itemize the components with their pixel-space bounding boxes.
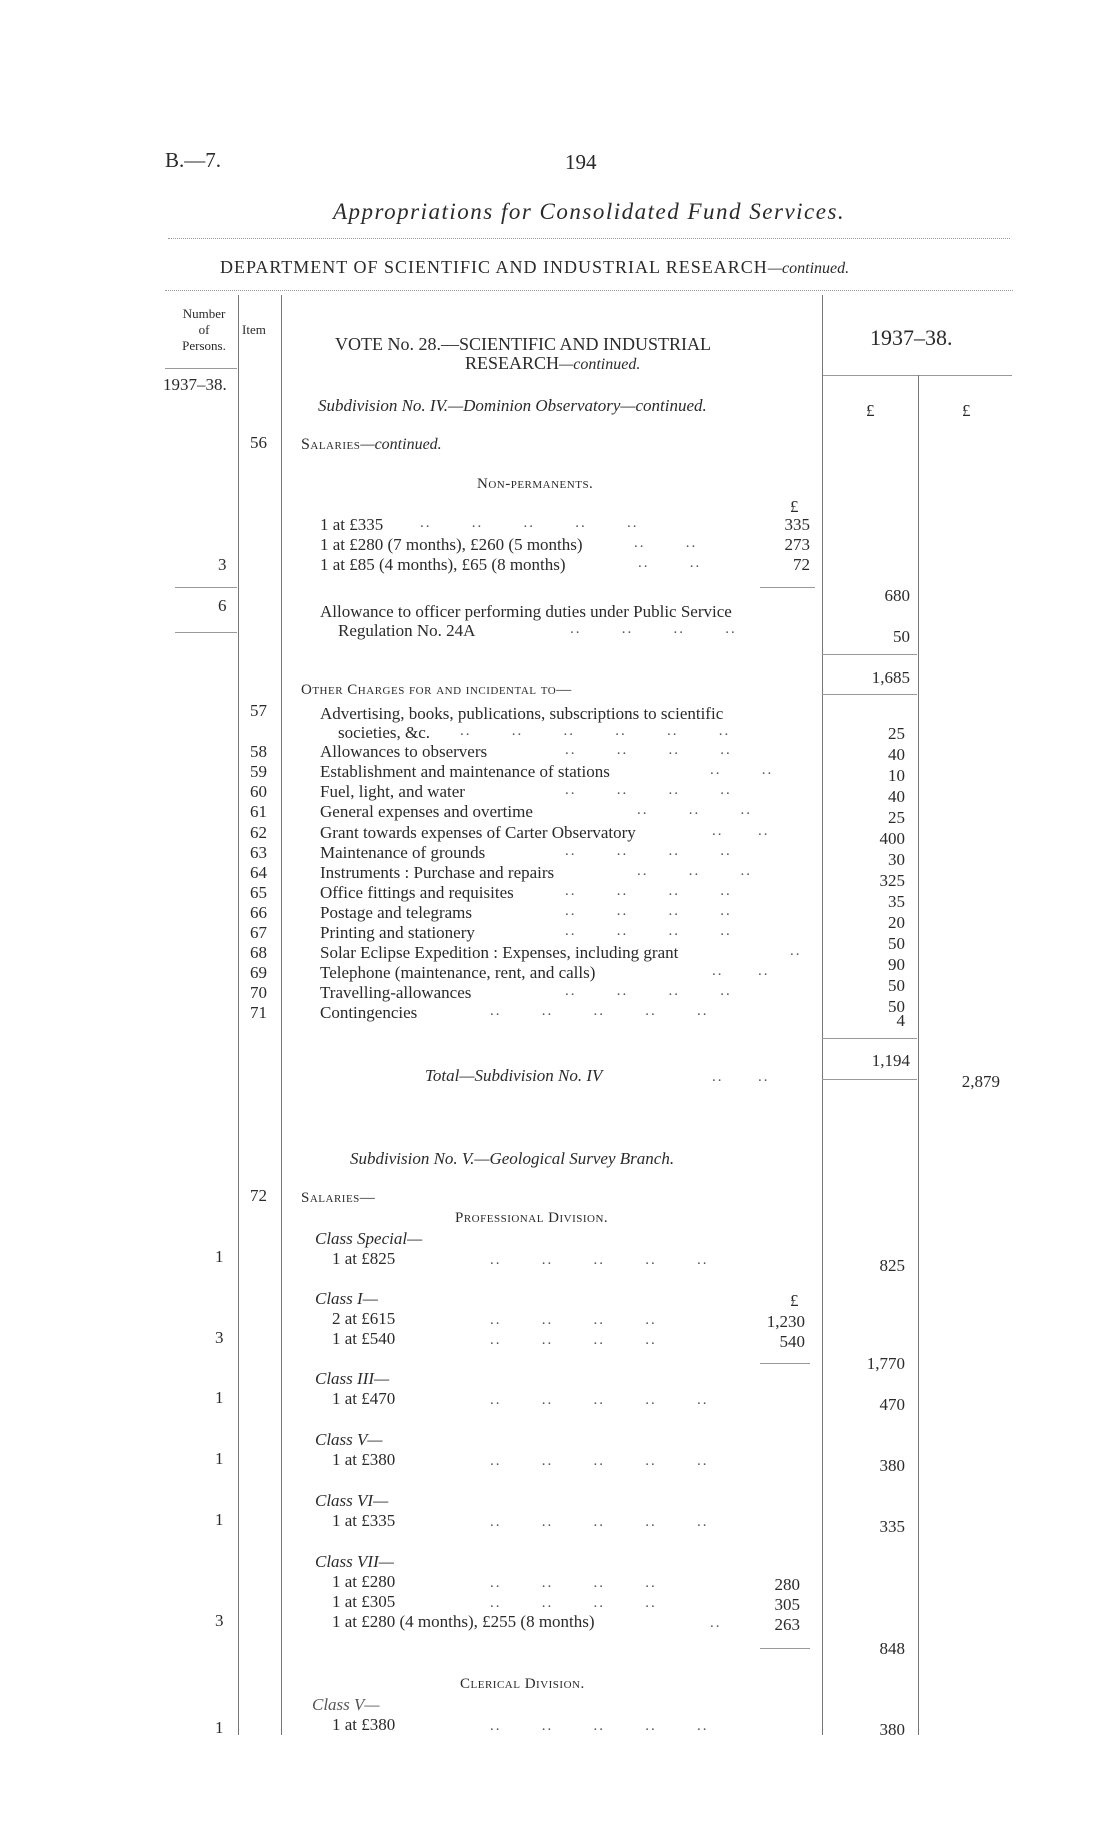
charge-label: Solar Eclipse Expedition : Expenses, including grant [320,943,679,962]
charge-item: 68 [250,943,267,962]
special-value: 825 [879,1256,905,1275]
class1-value-1: 1,230 [766,1312,805,1331]
class-5: Class V— [315,1430,383,1449]
charge-value: 30 [888,850,905,869]
charge-item: 67 [250,923,267,942]
persons-class5: 1 [215,1449,224,1468]
amount-header-rule [822,375,1012,376]
cler-class-5: Class V— [312,1695,380,1714]
charge-item: 62 [250,823,267,842]
subdiv4-total-label: Total—Subdivision No. IV [425,1066,603,1085]
charge-label: Establishment and maintenance of stations [320,762,610,781]
col-persons-line3: Persons. [182,338,226,353]
class1-row-2: 1 at £540 [332,1329,396,1348]
salaries-total: 1,685 [871,668,910,687]
persons-class3: 1 [215,1388,224,1407]
class1-pound: £ [790,1291,799,1310]
class1-sum-rule [760,1363,810,1364]
rule-item-desc [281,295,282,1735]
class3-row: 1 at £470 [332,1389,396,1408]
nonperm-value-3: 72 [793,555,810,574]
persons-special: 1 [215,1247,224,1266]
nonperm-row-3: 1 at £85 (4 months), £65 (8 months) [320,555,566,574]
charge-value: 90 [888,955,905,974]
class7-sum-rule [760,1648,810,1649]
salaries-total-rule2 [822,694,917,695]
subdiv5-salaries: Salaries— [301,1190,376,1206]
page-number: 194 [565,150,597,174]
charges-total-rule [822,1038,917,1039]
class6-row: 1 at £335 [332,1511,396,1530]
charge-value: 25 [888,808,905,827]
class7-value-2: 305 [774,1595,800,1614]
charge-item: 70 [250,983,267,1002]
class7-row-2: 1 at £305 [332,1592,396,1611]
other-charges-heading: Other Charges for and incidental to— [301,682,572,698]
charge-label: Instruments : Purchase and repairs [320,863,555,882]
charge-label: General expenses and overtime [320,802,533,821]
charge-label: Postage and telegrams [320,903,473,922]
page-title: Appropriations for Consolidated Fund Services. [333,199,846,224]
charge-item: 58 [250,742,267,761]
vote-heading-line2: RESEARCH—continued. [465,353,641,373]
nonperm-sum-rule [760,587,815,588]
class1-value-2: 540 [779,1332,805,1351]
charges-total: 1,194 [871,1051,910,1070]
class7-value-3: 263 [774,1615,800,1634]
persons-class6: 1 [215,1510,224,1529]
persons-total-rule [175,632,237,633]
charge-label: Telephone (maintenance, rent, and calls) [320,963,596,982]
charge-value: 400 [879,829,905,848]
class7-value-1: 280 [774,1575,800,1594]
charge-label: Grant towards expenses of Carter Observatory [320,823,636,842]
nonperm-row-2: 1 at £280 (7 months), £260 (5 months) [320,535,583,554]
charge-value: 35 [888,892,905,911]
charge-value: 50 [888,976,905,995]
charge-value: 50 [888,934,905,953]
class1-row-1: 2 at £615 [332,1309,396,1328]
class-3: Class III— [315,1369,390,1388]
allowance-value: 50 [893,627,910,646]
nonperm-pound: £ [790,497,799,516]
persons-sum-rule [175,587,237,588]
pound-col1: £ [866,401,875,420]
charge-value: 40 [888,787,905,806]
header-top-rule [165,290,1013,291]
class7-row-1: 1 at £280 [332,1572,396,1591]
charge-item: 57 [250,701,267,720]
persons-class1: 3 [215,1328,224,1347]
year-persons: 1937–38. [163,375,227,394]
subdiv4-heading: Subdivision No. IV.—Dominion Observatory—continued. [318,396,707,415]
charge-label: Contingencies [320,1003,418,1022]
charge-item: 60 [250,782,267,801]
charge-value: 40 [888,745,905,764]
class6-value: 335 [879,1517,905,1536]
charge-item: 71 [250,1003,267,1022]
class7-total: 848 [879,1639,905,1658]
pound-col2: £ [962,401,971,420]
charge-item: 64 [250,863,267,882]
charges-total-rule2 [822,1079,917,1080]
vote-heading-line1: VOTE No. 28.—SCIENTIFIC AND INDUSTRIAL [335,334,711,354]
class-special-row: 1 at £825 [332,1249,396,1268]
nonperm-row-1: 1 at £335 [320,515,384,534]
charge-label: Maintenance of grounds [320,843,486,862]
charge-item: 69 [250,963,267,982]
class5-value: 380 [879,1456,905,1475]
nonperm-subtotal: 680 [884,586,910,605]
subdiv4-total-value: 2,879 [961,1072,1000,1091]
charge-item: 59 [250,762,267,781]
col-persons-line1: Number [182,306,226,321]
allowance-line2: Regulation No. 24A [338,621,476,640]
charge-value: 25 [888,724,905,743]
persons-6: 6 [218,596,227,615]
charge-value: 50 [888,997,905,1016]
charge-item: 61 [250,802,267,821]
department-heading: DEPARTMENT OF SCIENTIFIC AND INDUSTRIAL RESEARCH—continued. [220,257,850,277]
charge-value: 10 [888,766,905,785]
salaries-total-rule [822,654,917,655]
charge-label: Office fittings and requisites [320,883,514,902]
charge-label: Printing and stationery [320,923,475,942]
charge-value: 4 [896,1011,905,1030]
subdiv5-heading: Subdivision No. V.—Geological Survey Branch. [350,1149,675,1168]
persons-header-rule [165,368,237,369]
allowance-line1: Allowance to officer performing duties under Public Service [320,602,732,621]
charge-item: 65 [250,883,267,902]
charge-value: 325 [879,871,905,890]
charge-label: societies, &c. [338,723,431,742]
col-item: Item [242,322,266,337]
rule-desc-amount [822,295,823,1735]
rule-persons-item [238,295,239,1735]
nonperm-value-1: 335 [784,515,810,534]
cler-value: 380 [879,1720,905,1739]
nonperm-value-2: 273 [784,535,810,554]
nonperm-heading: Non-permanents. [477,476,594,492]
clerical-heading: Clerical Division. [460,1676,585,1692]
class-special: Class Special— [315,1229,423,1248]
persons-cler: 1 [215,1718,224,1737]
class3-value: 470 [879,1395,905,1414]
year-heading: 1937–38. [870,325,953,350]
item-56: 56 [250,433,267,452]
charge-item: 63 [250,843,267,862]
persons-class7: 3 [215,1611,224,1630]
title-rule [168,238,1010,239]
charge-value: 20 [888,913,905,932]
prof-division-heading: Professional Division. [455,1210,609,1226]
charge-label: Allowances to observers [320,742,488,761]
item-72: 72 [250,1186,267,1205]
charge-label: Advertising, books, publications, subscriptions to scientific [320,704,724,723]
rule-amount-total [918,375,919,1735]
col-persons-line2: of [198,322,210,337]
class5-row: 1 at £380 [332,1450,396,1469]
class-6: Class VI— [315,1491,389,1510]
charge-label: Fuel, light, and water [320,782,465,801]
page-ref: B.—7. [165,148,222,172]
class1-total: 1,770 [866,1354,905,1373]
charge-item: 66 [250,903,267,922]
persons-3-nonperm: 3 [218,555,227,574]
class7-row-3: 1 at £280 (4 months), £255 (8 months) [332,1612,595,1631]
cler-row: 1 at £380 [332,1715,396,1734]
class-7: Class VII— [315,1552,394,1571]
class-1: Class I— [315,1289,378,1308]
charge-label: Travelling-allowances [320,983,472,1002]
subdiv4-salaries-label: Salaries—continued. [301,436,442,453]
